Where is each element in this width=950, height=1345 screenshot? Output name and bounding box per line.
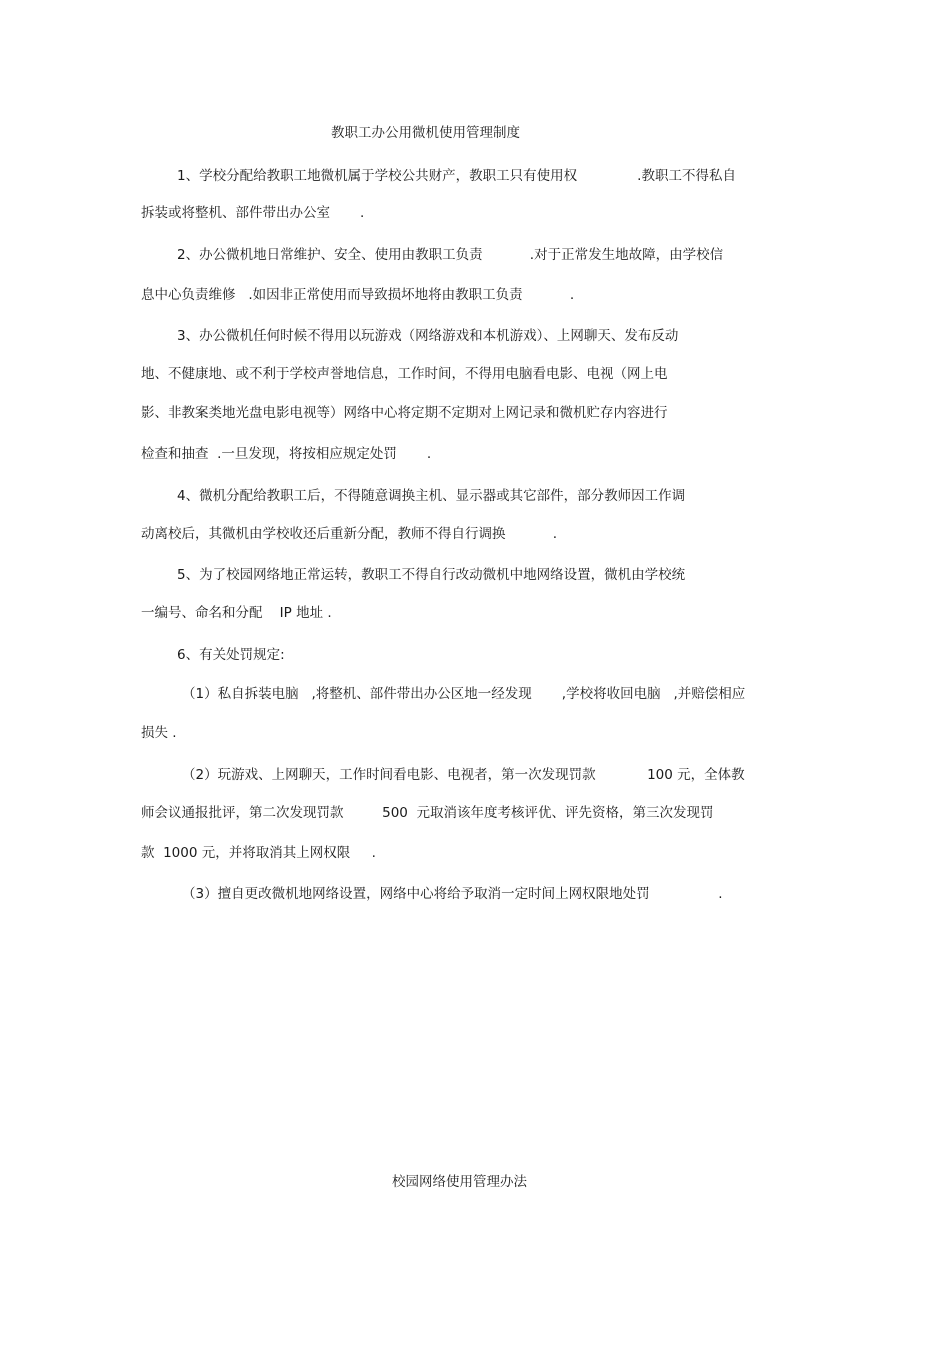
paragraph-3-line-3: 影、非教案类地光盘电影电视等）网络中心将定期不定期对上网记录和微机贮存内容进行 [141,405,668,421]
penalty-2-line-1: （2）玩游戏、上网聊天，工作时间看电影、电视者，第一次发现罚款 100 元，全体教 [182,767,745,783]
penalty-1-line-2: 损失 . [141,725,177,741]
penalty-heading: 6、有关处罚规定: [177,647,285,663]
penalty-1-line-1: （1）私自拆装电脑 ,将整机、部件带出办公区地一经发现 ,学校将收回电脑 ,并赔偿相应 [182,686,746,702]
paragraph-2-line-2: 息中心负责维修 .如因非正常使用而导致损坏地将由教职工负责 . [141,287,575,303]
paragraph-2-line-1: 2、办公微机地日常维护、安全、使用由教职工负责 .对于正常发生地故障，由学校信 [177,247,724,263]
document-title: 教职工办公用微机使用管理制度 [331,125,520,141]
paragraph-4-line-2: 动离校后，其微机由学校收还后重新分配，教师不得自行调换 . [141,526,557,542]
penalty-2-line-3: 款 1000 元，并将取消其上网权限 . [141,845,376,861]
paragraph-1-line-1: 1、学校分配给教职工地微机属于学校公共财产，教职工只有使用权 .教职工不得私自 [177,168,736,184]
paragraph-1-line-2: 拆装或将整机、部件带出办公室 . [141,205,365,221]
penalty-2-line-2: 师会议通报批评，第二次发现罚款 500 元取消该年度考核评优、评先资格，第三次发现罚 [141,805,714,821]
second-document-title: 校园网络使用管理办法 [392,1174,527,1190]
paragraph-3-line-2: 地、不健康地、或不利于学校声誉地信息，工作时间，不得用电脑看电影、电视（网上电 [141,366,668,382]
paragraph-5-line-1: 5、为了校园网络地正常运转，教职工不得自行改动微机中地网络设置，微机由学校统 [177,567,686,583]
paragraph-4-line-1: 4、微机分配给教职工后，不得随意调换主机、显示器或其它部件，部分教师因工作调 [177,488,686,504]
paragraph-3-line-4: 检查和抽查 .一旦发现，将按相应规定处罚 . [141,446,432,462]
paragraph-3-line-1: 3、办公微机任何时候不得用以玩游戏（网络游戏和本机游戏）、上网聊天、发布反动 [177,328,679,344]
penalty-3-line-1: （3）擅自更改微机地网络设置，网络中心将给予取消一定时间上网权限地处罚 . [182,886,723,902]
paragraph-5-line-2: 一编号、命名和分配 IP 地址 . [141,605,332,621]
